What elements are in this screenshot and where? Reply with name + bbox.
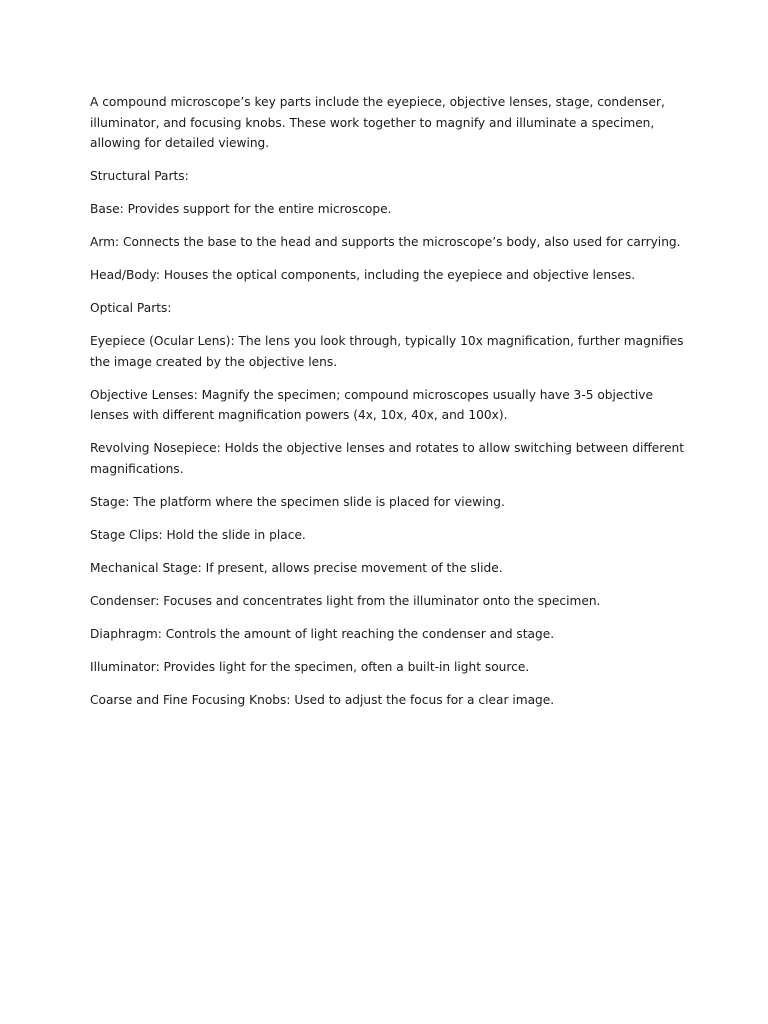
paragraph-stage-clips: Stage Clips: Hold the slide in place. — [90, 527, 306, 542]
section-heading-structural-parts: Structural Parts: — [90, 169, 189, 183]
paragraph-focusing-knobs: Coarse and Fine Focusing Knobs: Used to adjust the focus for a clear image. — [90, 692, 555, 707]
document-body — [90, 92, 690, 723]
paragraph-objective-lenses: Objective Lenses: Magnify the specimen; compound microscopes usually have 3-5 objective lenses with different magnification powers (4x, 10x, 40x, and 100x). — [90, 387, 653, 422]
paragraph-mechanical-stage: Mechanical Stage: If present, allows precise movement of the slide. — [90, 560, 503, 575]
paragraph-diaphragm: Diaphragm: Controls the amount of light reaching the condenser and stage. — [90, 626, 555, 641]
paragraph-base: Base: Provides support for the entire microscope. — [90, 202, 392, 216]
paragraph-stage: Stage: The platform where the specimen slide is placed for viewing. — [90, 494, 505, 509]
paragraph-revolving-nosepiece: Revolving Nosepiece: Holds the objective lenses and rotates to allow switching between different magnifications. — [90, 441, 685, 476]
paragraph-arm: Arm: Connects the base to the head and supports the microscope’s body, also used for carrying. — [90, 235, 681, 249]
paragraph-eyepiece: Eyepiece (Ocular Lens): The lens you look through, typically 10x magnification, further magnifies the image created by the objective lens. — [90, 334, 684, 369]
intro-paragraph: A compound microscope’s key parts include the eyepiece, objective lenses, stage, condenser, illuminator, and focusing knobs. These work together to magnify and illuminate a specimen, allowing for detailed viewing. — [90, 95, 665, 150]
paragraph-illuminator: Illuminator: Provides light for the specimen, often a built-in light source. — [90, 659, 530, 674]
paragraph-head-body: Head/Body: Houses the optical components, including the eyepiece and objective lenses. — [90, 268, 636, 282]
section-heading-optical-parts: Optical Parts: — [90, 301, 172, 315]
paragraph-condenser: Condenser: Focuses and concentrates light from the illuminator onto the specimen. — [90, 593, 601, 608]
